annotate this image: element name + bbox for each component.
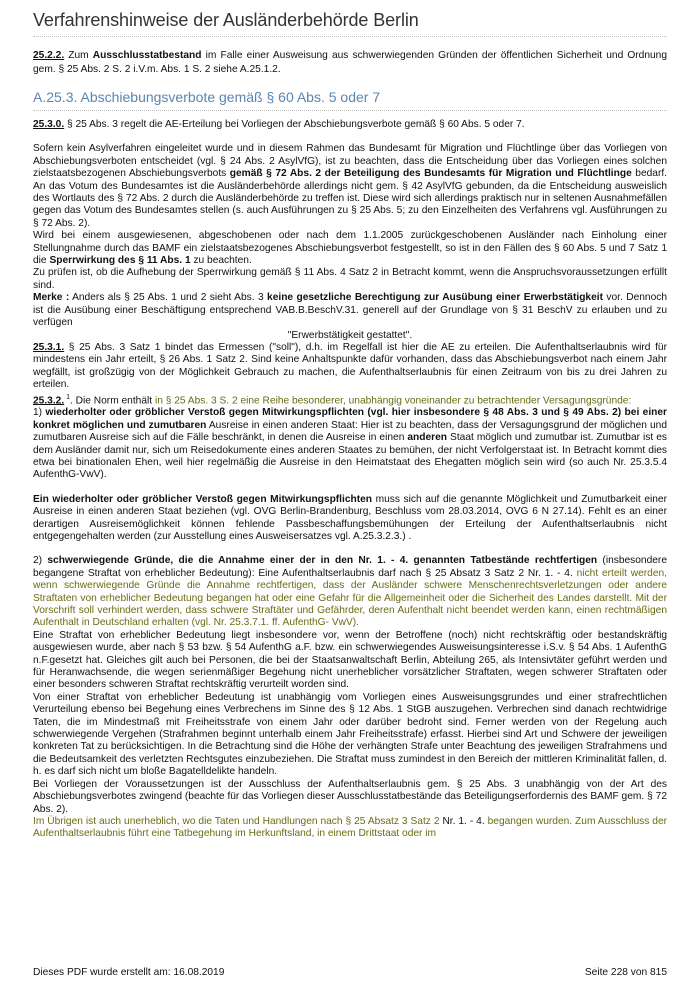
paragraph-asylverfahren: Sofern kein Asylverfahren eingeleitet wurde und in diesem Rahmen das Bundesamt für Migration und Flüchtlinge über das Vorliegen von Abschiebungsverboten entscheidet (vgl. § 24 Abs. 2 AsylVfG), ist zu beachten, dass die Entscheidung über das Vorliegen eines solchen zielstaatsbezogenen Abschiebungsverbots gemäß § 72 Abs. 2 der Beteiligung des Bundesamts für Migration und Flüchtlinge bedarf. An das Votum des Bundesamtes ist die Ausländerbehörde allerdings nicht gem. § 42 AsylVfG gebunden, da die Entscheidung ausweislich des Wortlauts des § 72 Abs. 2 durch die Ausländerbehörde zu treffen ist. Diese wird sich allerdings praktisch nur in seltenen Ausnahmefällen gegen das Votum des Bundesamtes stellen (s. auch Ausführungen zu § 25 Abs. 5; zu den Einzelheiten des Verfahrens vgl. Ausführungen zu § 72 Abs. 2). bbox=[33, 143, 667, 229]
paragraph-im-uebrigen: Im Übrigen ist auch unerheblich, wo die Taten und Handlungen nach § 25 Absatz 3 Satz 2 Nr. 1. - 4. begangen wurden. Zum Ausschluss der Aufenthaltserlaubnis führt eine Tatbegehung im Herkunftsland, in einem Drittstaat oder im bbox=[33, 815, 667, 840]
page-number: Seite 228 von 815 bbox=[584, 967, 667, 978]
pdf-created-date: Dieses PDF wurde erstellt am: 16.08.2019 bbox=[33, 967, 225, 978]
document-title: Verfahrenshinweise der Ausländerbehörde Berlin bbox=[33, 10, 419, 30]
paragraph-wiederholter-verstoss: Ein wiederholter oder gröblicher Verstoß gegen Mitwirkungspflichten muss sich auf die genannte Möglichkeit und Zumutbarkeit einer Ausreise in einen anderen Staat beziehen (vgl. OVG Berlin-Brandenburg, Beschluss vom 28.03.2014, OVG 6 N 27.14). Fehlt es an einer derartigen Ausreisemöglichkeit können fehlende Passbeschaffungsbemühungen der Erteilung der Aufenthaltserlaubnis nicht entgegengehalten werden (zur Ausstellung eines Ausweisersatzes vgl. A.25.3.2.3.) . bbox=[33, 493, 667, 542]
section-number: 25.3.1. bbox=[33, 341, 65, 353]
paragraph-25-2-2: 25.2.2. Zum Ausschlusstatbestand im Falle einer Ausweisung aus schwerwiegenden Gründen der öffentlichen Sicherheit und Ordnung gem. § 25 Abs. 2 S. 2 i.V.m. Abs. 1 S. 2 siehe A.25.1.2. bbox=[33, 50, 667, 75]
section-heading: A.25.3. Abschiebungsverbote gemäß § 60 Abs. 5 oder 7 bbox=[33, 89, 381, 105]
section-divider bbox=[33, 110, 667, 111]
paragraph-straftat-erheblich: Eine Straftat von erheblicher Bedeutung liegt insbesondere vor, wenn der Betroffene (noch) nicht rechtskräftig oder bestandskräftig ausgewiesen wurde, aber nach § 53 bzw. § 54 AufenthG a.F. bzw. ein schwerwiegendes Ausweisungsinteresse i.S.v. § 54 Abs. 1 AufenthG n.F.gesetzt hat. Gleiches gilt auch bei Personen, die bei der Staatsanwaltschaft Berlin, Abteilung 265, als Intensivtäter geführt werden und für Heranwachsende, die wegen serienmäßiger Begehung nicht unerheblicher vorsätzlicher Straftaten, wegen schwerer Straftaten oder einer besonders schweren Straftat rechtskräftig verurteilt worden sind. bbox=[33, 629, 667, 691]
paragraph-bei-vorliegen: Bei Vorliegen der Voraussetzungen ist der Ausschluss der Aufenthaltserlaubnis gem. § 25 Abs. 3 unabhängig von der Art des Abschiebungsverbotes zwingend (beachte für das Vorliegen dieser Ausschlusstatbestände das Beteiligungserfordernis des BAMF gem. § 72 Abs. 2). bbox=[33, 778, 667, 815]
footnote-marker: 1 bbox=[64, 393, 70, 401]
paragraph-25-3-0: 25.3.0. § 25 Abs. 3 regelt die AE-Erteilung bei Vorliegen der Abschiebungsverbote gemäß § 60 Abs. 5 oder 7. bbox=[33, 119, 525, 130]
section-number: 25.3.0. bbox=[33, 119, 65, 130]
paragraph-merke: Merke : Anders als § 25 Abs. 1 und 2 sieht Abs. 3 keine gesetzliche Berechtigung zur Ausübung einer Erwerbstätigkeit vor. Dennoch ist die Ausübung einer Beschäftigung entsprechend VAB.B.BeschV.31. generell auf der Grundlage von § 31 BeschV zu erlauben und zu verfügen bbox=[33, 292, 667, 329]
paragraph-25-3-1: 25.3.1. § 25 Abs. 3 Satz 1 bindet das Ermessen ("soll"), d.h. im Regelfall ist hier die AE zu erteilen. Die Aufenthaltserlaubnis wird für mindestens ein Jahr erteilt, § 26 Abs. 1 Satz 2. Sind keine Anhaltspunkte dafür vorhanden, dass das Abschiebungsverbot nach einem Jahr wegfällt, ist großzügig von der Möglichkeit Gebrauch zu machen, die Aufenthaltserlaubnis für einen Zeitraum von bis zu drei Jahren zu erteilen. bbox=[33, 341, 667, 391]
document-page bbox=[33, 8, 667, 841]
paragraph-25-3-2: 25.3.2. $^1$. Die Norm enthält in § 25 Abs. 3 S. 2 eine Reihe besonderer, unabhängig voneinander zu betrachtender Versagungsgründe: bbox=[33, 393, 632, 406]
paragraph-sperrwirkung: Wird bei einem ausgewiesenen, abgeschobenen oder nach dem 1.1.2005 zurückgeschobenen Ausländer nach Einholung einer Stellungnahme durch das BAMF ein zielstaatsbezogenes Abschiebungsverbot festgestellt, so ist in den Fällen des § 60 Abs. 5 und 7 Satz 1 die Sperrwirkung des § 11 Abs. 1 zu beachten. bbox=[33, 230, 667, 267]
list-item-1: 1) wiederholter oder gröblicher Verstoß gegen Mitwirkungspflichten (vgl. hier insbesondere § 48 Abs. 3 und § 49 Abs. 2) bei einer konkret möglichen und zumutbaren Ausreise in einen anderen Staat: Hier ist zu beachten, dass der Versagungsgrund der möglichen und zumutbaren Ausreise sich auf die Fälle beschränkt, in denen die Ausreise in einen anderen Staat möglich und zumutbar ist. Zumutbar ist es dem Ausländer damit nur, sich um Reisedokumente eines anderen Staates zu bemühen, der nicht Verfolgerstaat ist. In Betracht kommt dies etwa bei binationalen Ehen, weil hier regelmäßig die Ausreise in den Heimatstaat des Ehegatten möglich sein wird (so auch Nr. 25.3.5.4 AufenthG-VwV). bbox=[33, 407, 667, 481]
section-number: 25.3.2. bbox=[33, 394, 65, 406]
paragraph-pruefen: Zu prüfen ist, ob die Aufhebung der Sperrwirkung gemäß § 11 Abs. 4 Satz 2 in Betracht kommt, wenn die Anspruchsvoraussetzungen erfüllt sind. bbox=[33, 267, 667, 291]
paragraph-erwerbstaetigkeit: "Erwerbstätigkeit gestattet". bbox=[287, 329, 413, 341]
page-footer bbox=[33, 967, 667, 978]
paragraph-von-einer-straftat: Von einer Straftat von erheblicher Bedeutung ist unabhängig vom Vorliegen eines Ausweisungsgrundes und einer strafrechtlichen Verurteilung ebenso bei Begehung eines Verbrechens im Sinne des § 12 Abs. 1 StGB auszugehen. Verbrechen sind danach rechtwidrige Taten, die im Mindestmaß mit Freiheitsstrafe von einem Jahr oder darüber bedroht sind. Ferner werden von der Regelung auch schwerwiegende Vergehen (Strafrahmen beginnt unterhalb einem Jahr Freiheitsstrafe) erfasst. Hierbei sind Art und Schwere der jeweiligen konkreten Tat zu berücksichtigen. In die Betrachtung sind die Höhe der verhängten Strafe unter Beachtung des jeweiligen Strafrahmens und die Bedeutsamkeit des verletzten Rechtsgutes einzubeziehen. Die Straftat muss zumindest in den Bereich der mittleren Kriminalität fallen, d. h. es darf sich nicht um bloße Bagatelldelikte handeln. bbox=[33, 691, 667, 778]
title-divider bbox=[33, 36, 667, 37]
section-number: 25.2.2. bbox=[33, 50, 65, 61]
list-item-2: 2) schwerwiegende Gründe, die die Annahme einer der in den Nr. 1. - 4. genannten Tatbestände rechtfertigen (insbesondere begangene Straftat von erheblicher Bedeutung): Eine Aufenthaltserlaubnis darf nach § 25 Absatz 3 Satz 2 Nr. 1. - 4. nicht erteilt werden, wenn schwerwiegende Gründe die Annahme rechtfertigen, dass der Ausländer schwere Menschenrechtsverletzungen oder andere Straftaten von erheblicher Bedeutung begangen hat oder eine Gefahr für die Allgemeinheit oder die Sicherheit des Landes darstellt. Mit der Vorschrift soll verhindert werden, dass schwere Straftäter und Gefährder, deren Aufenthalt nicht beendet werden kann, einen rechtmäßigen Aufenthalt in Deutschland erhalten (vgl. Nr. 25.3.7.1. ff. AufenthG- VwV). bbox=[33, 555, 667, 629]
